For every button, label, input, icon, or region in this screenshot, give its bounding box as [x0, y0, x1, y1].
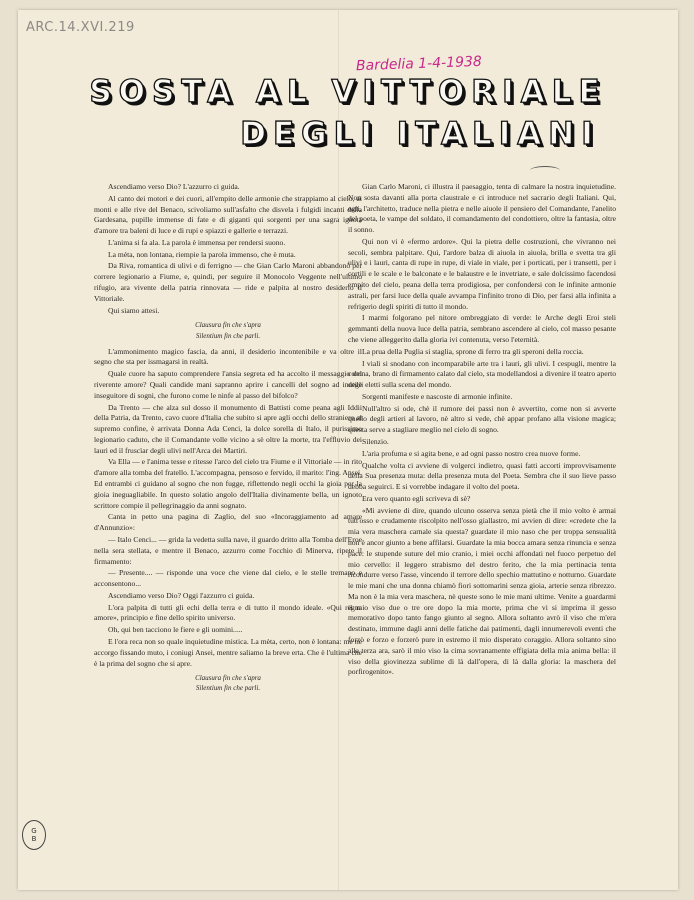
left-paragraphs-intro: [94, 182, 362, 316]
article-title-line-2: DEGLI ITALIANI: [240, 116, 600, 152]
paragraph: Oh, qui ben tacciono le fiere e gli uomini.....: [108, 625, 243, 635]
motto-top: [94, 320, 362, 340]
right-column: [348, 182, 616, 679]
paragraph: Era vero quanto egli scriveva di sè?: [362, 493, 471, 503]
motto-line-1: Clausura fin che s'apra: [195, 321, 261, 330]
paragraph: Va Ella — e l'anima tesse e ritesse l'arco del cielo tra Fiume e il Vittoriale — in rito d'amore alla tomba del fratello. L'accompagna, pensoso e fervido, il marito: l'ing. Ansei. Ed entrambi ci guidano al sogno che non fugge, riflettendo negli occhi la gioia per la gioia ineguagliabile. In questo solatio angolo dell'Italia divinamente bella, un ignoto scrittore compie il pellegrinaggio da anni sognato.: [94, 457, 362, 510]
paragraph: Quale cuore ha saputo comprendere l'ansia segreta ed ha accolto il messaggio del riverente amore? Quali candide mani sapranno aprire i cancelli del sogno ad inutile inseguitore di sogni, che furono come le ninfe al passo del bifolco?: [94, 369, 362, 400]
paragraph: L'ora palpita di tutti gli echi della terra e di tutto il mondo ideale. «Qui regna amore», principio e fine dello spirito universo.: [94, 602, 362, 623]
paragraph: Ascendiamo verso Dio? Oggi l'azzurro ci guida.: [108, 590, 255, 600]
paragraph: La mèta, non lontana, riempie la parola immenso, che è muta.: [108, 249, 296, 259]
paragraph: Da Trento — che alza sul dosso il monumento di Battisti come peana agli Iddii della Patria, da Trento, cavo cuore d'Italia che subito si apre agli occhi dello straniero al supremo confine, è arrivata Donna Ada Cenci, la dolce sorella di Italo, il purissimo legionario caduto, che il Comandante volle vicino a sè oltre la morte, tra l'effluvio dei lauri ed il fruscìar degli ulivi nell'Arca dei Martiri.: [94, 402, 362, 455]
paragraph: Qui non vi è «fermo ardore». Qui la pietra delle costruzioni, che vivranno nei secoli, sembra palpitare. Qui, l'ardore balza di aiuola in aiuola, brilla e svetta tra gli ulivi e i lauri, canta di rupe in rupe, di viale in viale, per i porticati, per i transetti, per i cortili e le scale e le balconate e le balaustre e le invetriate, e sale dolcissimo facendosi empito del cielo, peana della terra prodigiosa, per confondersi con le infinite armonie astrali, per farsi luce della quale avvampa l'infinito trono di Dio, per farsi alla infinita a refrigerio degli spiriti di tutto il mondo.: [348, 236, 616, 311]
left-paragraphs-body: [94, 347, 362, 670]
motto-bottom: [94, 673, 362, 693]
paragraph: Null'altro si ode, chè il rumore dei passi non è avvertito, come non si avverte quello degli artieri al lavoro, nè altro si vede, chè appar profano alla visione magica; questa serve a stagliare meglio nel cielo di sogno.: [348, 403, 616, 435]
paragraph: E l'ora reca non so quale inquietudine mistica. La mèta, certo, non è lontana: me ne accorgo fissando muto, i coniugi Ansei, mentre saliamo la breve erta. Che è l'ultima che è la prima del sogno che si apre.: [94, 636, 362, 668]
handwritten-publication-note: Bardelia 1-4-1938: [355, 53, 483, 75]
paragraph: Qui siamo attesi.: [108, 305, 160, 315]
paragraph: Ascendiamo verso Dio? L'azzurro ci guida.: [108, 182, 240, 191]
paragraph: — Presente.... — risponde una voce che viene dal cielo, e le stelle tremano e acconsentono...: [94, 568, 362, 589]
paragraph: Sorgenti manifeste e nascoste di armonie infinite.: [362, 391, 513, 401]
library-stamp: [22, 820, 46, 850]
article-title-line-1: SOSTA AL VITTORIALE: [89, 74, 607, 110]
paragraph: Da Riva, romantica di ulivi e di ferrigno — che Gian Carlo Maroni abbandonò per correre legionario a Fiume, e, quindi, per seguire il Monocolo Veggente nell'ultimo rifugio, ara vivente della patria rinnovata — ride e palpita al nostro desiderio il Vittoriale.: [94, 261, 362, 303]
paragraph: — Italo Cenci... — grida la vedetta sulla nave, il guardo dritto alla Tomba dell'Eroe nella sera stellata, e mentre il Benaco, azzurro come l'occhio di Minerva, ripete il firmamento:: [94, 534, 362, 566]
stamp-top: G: [31, 827, 37, 835]
paragraph: Silenzio.: [362, 436, 389, 446]
paragraph: Gian Carlo Maroni, ci illustra il paesaggio, tenta di calmare la nostra inquietudine. Non sosta davanti alla porta claustrale e ci introduce nel sacrario degli Italiani. Qui, egli, l'architetto, traduce nella pietra e nelle aiuole il pensiero del Comandante, l'anelito del poeta, le vampe del soldato, il comandamento del condottiero, oltre la fantasia, oltre il sonno.: [348, 182, 616, 235]
paragraph: I viali si snodano con incomparabile arte tra i lauri, gli ulivi. I cespugli, mentre la corona, brano di firmamento calato dal cielo, sta modellandosi a divenire il teatro aperto degli eletti sulla scena del mondo.: [348, 358, 617, 390]
motto-line-2: Silentium fin che parli.: [195, 684, 261, 693]
paragraph: I marmi folgorano pel nitore ombreggiato di verde: le Arche degli Eroi steli gemmanti della nuova luce della patria, sembrano ascendere al cielo, col masso pesante che viene alleggerito dalla gloria ivi contenuta, verso l'eternità.: [348, 313, 616, 344]
paragraph: La prua della Puglia si staglia, sprone di ferro tra gli speroni della roccia.: [362, 346, 584, 356]
decorative-mark: [530, 166, 560, 175]
paragraph: Canta in petto una pagina di Zaglio, del suo «Incoraggiamento ad amare d'Annunzio»:: [94, 512, 362, 533]
newspaper-page: [18, 10, 678, 890]
archive-reference: ARC.14.XVI.219: [26, 20, 135, 35]
paragraph: «Mi avviene di dire, quando ulcuno osserva senza pietà che il mio volto è armai tutt'osso e crudamente riscolpito nell'osso giallastro, mi avvien di dire: «credete che la mia vera maschera carnale sia questa? guardate il mio naso che per troppa sensualità non è ancor giunto a bene affilarsi. Guardate la mia bocca amara senza rinuncia e senza pace: le stupende suture del mio cranio, i miei occhi affondati nel fuoco perpetuo del mio cervello: il leggero strabismo del destro ferito, che la mia pertinacia tenta ricondurre verso l'asse, vincendo il terrore dello spechio mattutino e notturno. Guardate le mie mani che una donna chiamò fiori sottomarini senza gioia, arterie senza ribrezzo. Ma non è la mia vera maschera, nè queste sono le mie mani ultime. Venite a guardarmi il mio viso due o tre ore dopo la mia morte, prima che vi si imprima il gesso memorativo dopo tanto fango giunto al segno. Allora soltanto avrò il viso che m'era destinato, immune dagli anni delle fatiche dai patimenti, dagli innumerevoli eventi che forzò e forzo e forzerò pure in estremo il mio disperato coraggio. Allora soltanto sino alla terza ara, sarò il mio viso la cima sovranamente effigiata della mia anima bella: il viso della giovinezza sublime di là dall'opera, di là dalla gloria: la maschera del porfirogenito».: [348, 505, 616, 677]
paragraph: L'ammonimento magico fascia, da anni, il desiderio incontenibile e va oltre il segno che sta per issmagarsi in realtà.: [94, 346, 362, 367]
stamp-bottom: B: [31, 835, 37, 844]
paragraph: Al canto dei motori e dei cuori, all'empito delle armonie che strappiamo al cielo, ai monti e alle rive del Benaco, scivoliamo sull'asfalto che disvela i fulgidi incanti della Gardesana, pupille immense di fate e di giganti qui sorgenti per una sagra ignota d'amore tra baleni di luce e di rupi e spiazzi e gallerie e terrazzi.: [94, 193, 362, 236]
paragraph: L'aria profuma e si agita bene, e ad ogni passo nostro crea nuove forme.: [362, 448, 581, 458]
right-paragraphs: [348, 182, 616, 678]
paragraph: Qualche volta ci avviene di volgerci indietro, quasi fatti accorti improvvisamente della Sua presenza muta: della presenza muta del Poeta. Sembra che il suo lieve passo debba seguirci. E si vorrebbe indagare il volto del poeta.: [348, 460, 616, 492]
paragraph: L'anima si fa ala. La parola è immensa per rendersi suono.: [108, 237, 286, 247]
motto-line-2: Silentium fin che parli.: [195, 331, 261, 340]
motto-line-1: Clausura fin che s'apra: [195, 674, 261, 683]
left-column: [94, 182, 362, 700]
